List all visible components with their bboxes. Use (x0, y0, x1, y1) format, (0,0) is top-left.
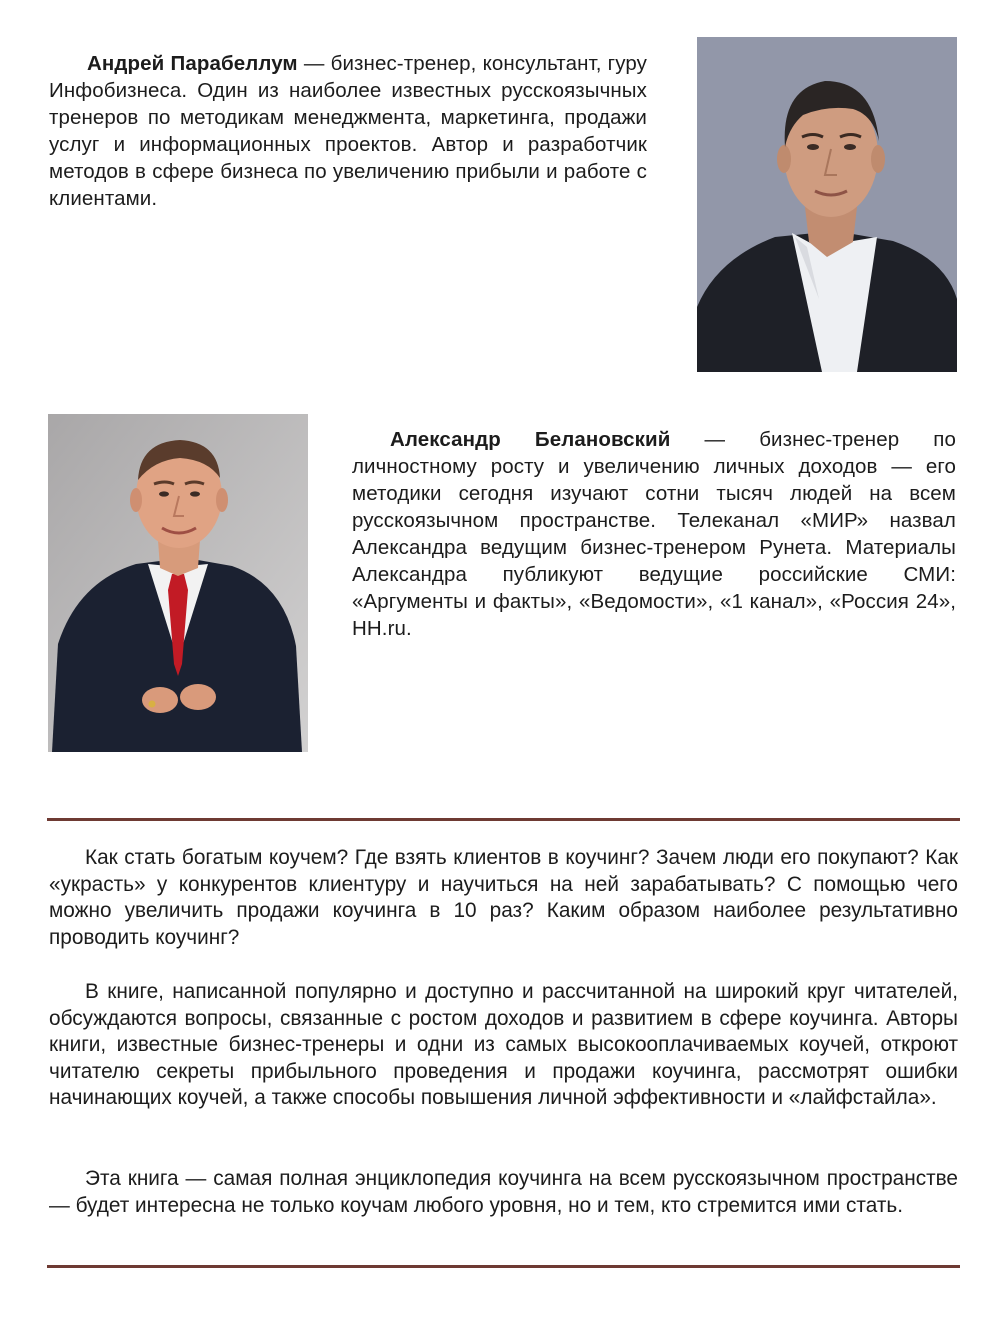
annotation-paragraph-3: Эта книга — самая полная энциклопедия коучинга на всем русскоязычном пространстве — будет интересна не только коучам любого уровня, но и тем, кто стремится ими стать. (49, 1167, 958, 1217)
annotation-paragraph-1: Как стать богатым коучем? Где взять клиентов в коучинг? Зачем люди его покупают? Как «украсть» у конкурентов клиентуру и научиться на ней зарабатывать? С помощью чего можно увеличить продажи коучинга в 10 раз? Каким образом наиболее результативно проводить коучинг? (49, 846, 958, 949)
author2-portrait-image (48, 414, 308, 752)
author2-name: Александр Белановский (390, 428, 671, 451)
author1-description: — бизнес-тренер, консультант, гуру Инфобизнеса. Один из наиболее известных русскоязычных тренеров по методикам менеджмента, маркетинга, продажи услуг и информационных проектов. Автор и разработчик методов в сфере бизнеса по увеличению прибыли и работе с клиентами. (49, 52, 647, 210)
author1-name: Андрей Парабеллум (87, 52, 298, 75)
author1-portrait-image (697, 37, 957, 372)
author2-bio (352, 426, 956, 642)
annotation-paragraph-2: В книге, написанной популярно и доступно и рассчитанной на широкий круг читателей, обсуждаются вопросы, связанные с ростом доходов и развитием в сфере коучинга. Авторы книги, известные бизнес-тренеры и одни из самых высокооплачиваемых коучей, откроют читателю секреты прибыльного проведения и продажи коучинга, рассмотрят ошибки начинающих коучей, а также способы повышения личной эффективности и «лайфстайла». (49, 980, 958, 1109)
divider-top (47, 818, 960, 821)
author2-description: — бизнес-тренер по личностному росту и увеличению личных доходов — его методики сегодня изучают сотни тысяч людей на всем русскоязычном пространстве. Телеканал «МИР» назвал Александра ведущим бизнес-тренером Рунета. Материалы Александра публикуют ведущие российские СМИ: «Аргументы и факты», «Ведомости», «1 канал», «Россия 24», HH.ru. (352, 428, 957, 640)
divider-bottom (47, 1265, 960, 1268)
author2-photo (48, 414, 308, 752)
author1-bio (49, 50, 647, 212)
author1-photo (697, 37, 957, 372)
